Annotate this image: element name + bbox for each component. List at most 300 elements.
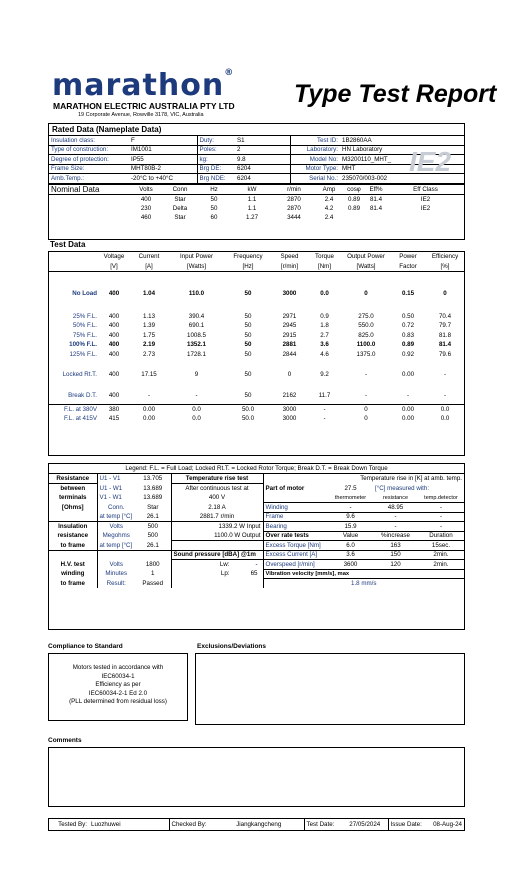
- test-value: 2945: [282, 322, 297, 330]
- resistance-label: Resistance: [49, 474, 97, 484]
- test-value: 550.0: [358, 322, 374, 330]
- column-header: [Nm]: [317, 262, 332, 270]
- terminal-pair: V1 - W1: [99, 494, 122, 502]
- rated-value: 235070/003-002: [342, 174, 388, 182]
- part-value: -: [373, 512, 418, 522]
- test-value: 0.9: [320, 312, 329, 320]
- test-value: 3000: [282, 405, 297, 413]
- table-cell: [49, 204, 129, 214]
- temp-rise-speed: 2881.7 r/min: [171, 512, 263, 522]
- compliance-line: Motors tested in accordance with: [72, 664, 164, 671]
- company-address: 19 Corporate Avenue, Rowville 3178, VIC, Australia: [78, 112, 204, 118]
- column-header: Efficiency: [431, 253, 459, 261]
- insulation-label: Insulation: [49, 522, 97, 532]
- insulation-temp-label: at temp [°C]: [99, 541, 133, 549]
- compliance-box: [48, 653, 188, 721]
- checked-by-label: Checked By:: [171, 821, 207, 828]
- test-value: 50.0: [241, 414, 255, 422]
- rated-data-section: [48, 123, 465, 240]
- test-value: 0.00: [401, 414, 415, 422]
- test-value: 0.72: [401, 322, 415, 330]
- column-header: Power: [399, 253, 417, 261]
- rated-row: [49, 174, 464, 184]
- temp-rise-voltage: 400 V: [171, 493, 263, 503]
- test-data-title: Test Data: [50, 240, 86, 249]
- test-value: 0.00: [142, 405, 156, 413]
- test-date-value: 27/05/2024: [342, 819, 388, 830]
- compliance-line: Efficiency as per: [95, 681, 141, 688]
- test-value: 3000: [282, 290, 297, 298]
- test-value: 50: [244, 350, 252, 358]
- terminal-pair: U1 - W1: [99, 484, 123, 492]
- test-value: -: [323, 405, 326, 413]
- test-value: 1.75: [142, 331, 156, 339]
- test-value: 0: [364, 405, 368, 413]
- column-header: [Watts]: [356, 262, 376, 270]
- resistance-label: between: [49, 484, 97, 494]
- legend: Legend: F.L. = Full Load; Locked Rt.T. = Locked Rotor Torque; Break D.T. = Break Down Torque: [49, 464, 464, 474]
- ie2-mark: IE2: [409, 146, 452, 177]
- nominal-value: 50: [210, 195, 218, 203]
- hv-label: winding: [49, 569, 97, 579]
- insulation-volts-label: Volts: [109, 523, 123, 530]
- over-rate-value: 2min.: [418, 550, 464, 560]
- nominal-value: 1.27: [245, 214, 259, 222]
- test-value: 79.6: [438, 350, 452, 358]
- rated-label: Insulation class:: [51, 136, 96, 144]
- test-value: 50: [244, 391, 252, 399]
- over-rate-name: Overspeed [r/min]: [263, 560, 328, 570]
- rated-label: Frame Size:: [51, 165, 85, 173]
- test-value: 1728.1: [187, 350, 206, 358]
- rated-value: MHT80B-2: [129, 164, 197, 174]
- hv-label: H.V. test: [49, 560, 97, 570]
- nominal-value: 2.4: [324, 214, 334, 222]
- test-value: 50: [244, 322, 252, 330]
- column-header: [A]: [145, 262, 153, 270]
- test-value: -: [443, 371, 447, 379]
- compliance-line: IEC60034-1: [101, 672, 135, 680]
- temp-value: 26.1: [135, 512, 171, 522]
- test-value: 1.13: [142, 312, 156, 320]
- nominal-value: Star: [174, 214, 186, 222]
- test-data-section: [48, 251, 465, 456]
- rated-value: S1: [235, 136, 290, 146]
- rated-value: F: [129, 136, 197, 146]
- hv-minutes-value: 1: [135, 569, 171, 579]
- test-value: 2881: [282, 341, 297, 349]
- part-value: -: [328, 503, 373, 513]
- amb-temp-value: 27.5: [344, 484, 357, 492]
- comments-box: [48, 747, 465, 807]
- test-value: 400: [108, 391, 120, 399]
- resistance-value: 13.705: [135, 474, 171, 484]
- over-rate-col: %increase: [373, 531, 418, 541]
- part-name: Winding: [263, 503, 328, 513]
- rated-value: 6204: [235, 174, 290, 184]
- lw-label: Lw:: [219, 561, 230, 568]
- col-thermometer: thermometer: [328, 493, 373, 503]
- test-value: -: [364, 371, 368, 379]
- test-value: 50: [244, 341, 252, 349]
- row-label: Break D.T.: [68, 391, 97, 399]
- rated-label: Serial No.:: [309, 174, 338, 182]
- nominal-value: 2.4: [324, 195, 334, 203]
- part-value: 15.9: [328, 522, 373, 532]
- test-value: 0.00: [142, 414, 156, 422]
- test-value: 1.8: [320, 322, 329, 330]
- test-value: 2971: [282, 312, 297, 320]
- test-row: [49, 321, 464, 331]
- rated-value: -20°C to +40°C: [129, 174, 197, 184]
- insulation-label: resistance: [49, 531, 97, 541]
- rated-value: IM1001: [129, 145, 197, 155]
- marathon-logo: marathon®: [52, 68, 235, 103]
- signoff-row: [48, 818, 465, 831]
- nominal-header: Hz: [210, 185, 218, 193]
- over-rate-value: 6.0: [328, 541, 373, 551]
- conn-label: Conn.: [107, 503, 125, 511]
- part-value: -: [418, 512, 464, 522]
- resistance-label: terminals: [49, 493, 97, 503]
- test-value: 50: [244, 290, 252, 298]
- hv-minutes-label: Minutes: [105, 570, 128, 578]
- test-value: 0.15: [401, 290, 415, 298]
- over-rate-name: Excess Current [A]: [263, 550, 328, 560]
- test-row: [49, 350, 464, 360]
- test-value: -: [323, 414, 326, 422]
- rated-label: Type of construction:: [51, 146, 109, 154]
- nominal-value: [365, 213, 387, 223]
- test-value: 690.1: [188, 322, 205, 330]
- over-rate-title: Over rate tests: [263, 531, 328, 541]
- test-value: 1008.5: [187, 331, 206, 339]
- column-header: [r/min]: [280, 262, 299, 270]
- test-value: 2915: [282, 331, 297, 339]
- test-value: 400: [108, 350, 120, 358]
- rated-data-table: [49, 135, 464, 184]
- test-value: -: [406, 391, 410, 399]
- row-label: 50% F.L.: [72, 322, 97, 330]
- test-value: 400: [108, 341, 120, 349]
- test-value: 0.83: [401, 331, 415, 339]
- test-data-table: [49, 252, 464, 423]
- test-row: [49, 331, 464, 341]
- rated-label: Duty:: [199, 136, 214, 144]
- exclusions-box: [195, 653, 465, 725]
- test-value: 0.00: [401, 405, 415, 413]
- row-label: Locked Rt.T.: [62, 371, 97, 379]
- part-name: Bearing: [263, 522, 328, 532]
- rated-row: [49, 155, 464, 165]
- part-name: Frame: [263, 512, 328, 522]
- test-value: 390.4: [188, 312, 205, 320]
- row-label: 125% F.L.: [69, 350, 97, 358]
- test-value: 0: [364, 414, 368, 422]
- test-value: 3000: [282, 414, 297, 422]
- test-value: -: [364, 391, 368, 399]
- insulation-label: to frame: [49, 541, 97, 551]
- nominal-value: 3444: [287, 214, 301, 222]
- over-rate-value: 15sec.: [418, 541, 464, 551]
- compliance-line: (PLL determined from residual loss): [69, 698, 167, 705]
- nominal-header: kW: [247, 185, 257, 193]
- rated-label: Brg NDE:: [199, 174, 226, 182]
- nominal-value: Delta: [172, 204, 188, 212]
- test-value: 50: [244, 371, 252, 379]
- nominal-value: 4.2: [324, 204, 334, 212]
- test-value: 9.2: [320, 371, 329, 379]
- column-header: Voltage: [103, 253, 125, 261]
- test-value: 0.0: [320, 290, 329, 298]
- over-rate-value: 3.6: [328, 550, 373, 560]
- test-value: 4.6: [320, 350, 329, 358]
- test-value: 2.19: [142, 341, 156, 349]
- test-value: 2162: [282, 391, 297, 399]
- row-label: [49, 252, 99, 262]
- nominal-value: 0.89: [347, 195, 361, 203]
- nominal-value: [387, 213, 464, 223]
- test-row: [49, 414, 464, 424]
- table-cell: [49, 213, 129, 223]
- rated-label: Motor Type:: [305, 165, 338, 173]
- nominal-row: [49, 204, 464, 214]
- nominal-value: 81.4: [369, 204, 383, 212]
- nominal-value: IE2: [420, 195, 431, 203]
- rated-label: Model No:: [309, 155, 338, 163]
- company-name: MARATHON ELECTRIC AUSTRALIA PTY LTD: [53, 101, 235, 111]
- test-value: 1.39: [142, 322, 156, 330]
- part-value: 48.95: [373, 503, 418, 513]
- rated-value: IP55: [129, 155, 197, 165]
- lp-value: 65: [250, 570, 258, 578]
- row-label: 25% F.L.: [72, 312, 97, 320]
- test-value: 1100.0: [356, 341, 376, 349]
- compliance-title: Compliance to Standard: [48, 643, 123, 650]
- nominal-value: 0.89: [347, 204, 361, 212]
- nominal-value: 230: [140, 204, 152, 212]
- vibration-value: 1.8 mm/s: [351, 580, 377, 587]
- spacer-row: [49, 299, 464, 312]
- nominal-value: 460: [140, 214, 152, 222]
- rated-label: kg:: [199, 155, 208, 163]
- nominal-value: Star: [174, 195, 186, 203]
- test-value: 0.89: [401, 341, 415, 349]
- test-value: 17.15: [141, 371, 157, 379]
- nominal-value: [343, 213, 365, 223]
- tested-by-label: Tested By:: [58, 821, 87, 828]
- part-value: 9.6: [328, 512, 373, 522]
- tested-by-value: Luozhuwei: [89, 819, 169, 830]
- column-header: Factor: [399, 262, 417, 270]
- checked-by-value: Jiangkangcheng: [214, 819, 304, 830]
- test-value: 3.6: [320, 341, 329, 349]
- test-row: [49, 312, 464, 322]
- nominal-value: 2870: [287, 195, 301, 203]
- temp-rise-current: 2.18 A: [171, 503, 263, 513]
- rated-label: Test ID:: [317, 136, 338, 144]
- spacer-row: [49, 359, 464, 370]
- over-rate-value: 2min.: [418, 560, 464, 570]
- table-cell: [49, 194, 129, 204]
- nominal-value: 60: [210, 214, 218, 222]
- rated-data-title: Rated Data (Nameplate Data): [52, 125, 162, 134]
- test-value: 50.0: [241, 405, 255, 413]
- nominal-header: Conn: [172, 185, 188, 193]
- test-value: 1.04: [142, 290, 156, 298]
- column-header: Torque: [315, 253, 334, 261]
- column-header: [Watts]: [186, 262, 207, 270]
- temp-label: at temp [°C]: [99, 513, 133, 520]
- over-rate-col: Duration: [418, 531, 464, 541]
- over-rate-name: Excess Torque [Nm]: [263, 541, 328, 551]
- test-value: 400: [108, 312, 120, 320]
- row-label: F.L. at 415V: [63, 414, 97, 422]
- column-header: [%]: [440, 262, 450, 270]
- test-value: 0.0: [440, 405, 450, 413]
- test-value: 11.7: [318, 391, 331, 399]
- test-value: 0: [443, 290, 447, 298]
- test-value: 0: [287, 371, 292, 379]
- over-rate-value: 120: [373, 560, 418, 570]
- rated-value: HN Laboratory: [342, 146, 383, 154]
- resistance-value: 13.689: [135, 484, 171, 494]
- nominal-value: IE2: [420, 204, 431, 212]
- test-value: 2.73: [142, 350, 156, 358]
- nominal-value: 1.1: [247, 204, 257, 212]
- test-value: 1375.0: [356, 350, 376, 358]
- insulation-volts-value: 500: [135, 522, 171, 532]
- vibration-title: Vibration velocity [mm/s], max: [263, 569, 464, 579]
- test-value: 0.0: [192, 414, 201, 422]
- column-header: Output Power: [347, 253, 385, 261]
- rated-value: MHT: [342, 165, 356, 173]
- rated-row: [49, 136, 464, 146]
- nominal-header: cosφ: [347, 185, 361, 193]
- rated-label: Laboratory:: [306, 146, 338, 154]
- hv-result-label: Result:: [106, 579, 126, 587]
- test-value: -: [195, 391, 198, 399]
- rated-label: Degree of protection:: [51, 155, 109, 163]
- nominal-header: Eff Class: [413, 185, 438, 193]
- nominal-value: 400: [140, 195, 152, 203]
- test-value: 0.00: [401, 371, 415, 379]
- test-value: 2.7: [320, 331, 329, 339]
- column-header: Speed: [280, 253, 299, 261]
- nominal-value: 50: [210, 204, 218, 212]
- insulation-temp-value: 26.1: [135, 541, 171, 551]
- part-of-motor-label: Part of motor: [265, 484, 305, 492]
- test-row: [49, 252, 464, 262]
- comments-title: Comments: [48, 737, 82, 744]
- part-value: -: [418, 522, 464, 532]
- nominal-header: Amp: [322, 185, 336, 193]
- nominal-data-table: [49, 184, 464, 223]
- column-header: Frequency: [233, 253, 263, 261]
- test-value: -: [443, 391, 447, 399]
- col-resistance: resistance: [373, 493, 418, 503]
- column-header: [Hz]: [242, 262, 254, 270]
- nominal-value: 81.4: [369, 195, 383, 203]
- test-row: [49, 404, 464, 414]
- part-value: -: [373, 522, 418, 532]
- issue-date-label: Issue Date:: [390, 821, 422, 828]
- part-value: -: [418, 503, 464, 513]
- compliance-line: IEC60034-2-1 Ed 2.0: [88, 689, 148, 697]
- hv-volts-value: 1800: [135, 560, 171, 570]
- col-temp-detector: temp.detector: [418, 493, 464, 503]
- test-value: 400: [108, 331, 120, 339]
- test-row: [49, 262, 464, 272]
- row-label: 100% F.L.: [69, 341, 97, 349]
- nominal-header: r/min: [287, 185, 301, 193]
- rated-value: M3200110_MHT_: [342, 155, 392, 163]
- row-label: F.L. at 380V: [63, 405, 97, 413]
- test-value: 9: [194, 371, 199, 379]
- nominal-data-label: Nominal Data: [51, 184, 100, 194]
- test-value: 415: [108, 414, 120, 422]
- test-value: 400: [108, 371, 120, 379]
- test-value: 81.4: [438, 341, 452, 349]
- results-section: [48, 463, 465, 630]
- nominal-value: 1.1: [247, 195, 257, 203]
- lp-label: Lp:: [220, 570, 230, 578]
- test-row: [49, 289, 464, 299]
- report-title: Type Test Report: [294, 80, 497, 108]
- rated-value: 9.8: [235, 155, 290, 165]
- nominal-row: [49, 194, 464, 204]
- test-row: [49, 391, 464, 401]
- test-value: 0.0: [192, 405, 201, 413]
- temp-rise-title: Temperature rise test: [171, 474, 263, 484]
- row-label: 75% F.L.: [72, 331, 97, 339]
- rated-value: 2: [235, 145, 290, 155]
- test-date-label: Test Date:: [306, 821, 335, 828]
- over-rate-value: 150: [373, 550, 418, 560]
- rated-label: Brg DE:: [199, 165, 222, 173]
- insulation-meg-label: Megohms: [102, 532, 130, 540]
- resistance-value: 13.689: [135, 493, 171, 503]
- nominal-row: [49, 213, 464, 223]
- hv-result-value: Passed: [135, 579, 171, 589]
- test-value: -: [147, 391, 151, 399]
- issue-date-value: 08-Aug-24: [433, 821, 462, 828]
- test-row: [49, 340, 464, 350]
- sound-title: Sound pressure [dBA] @1m: [171, 550, 263, 560]
- row-label: No Load: [72, 290, 97, 298]
- exclusions-title: Exclusions/Deviations: [197, 643, 266, 650]
- rated-label: Amb.Temp.:: [51, 174, 85, 182]
- test-row: [49, 370, 464, 380]
- over-rate-col: Value: [328, 531, 373, 541]
- test-value: 0: [364, 290, 368, 298]
- temp-rise-output: 1100.0 W Output: [171, 531, 263, 541]
- test-value: 0.50: [401, 312, 415, 320]
- test-value: 50: [244, 331, 252, 339]
- test-value: 79.7: [438, 322, 452, 330]
- spacer-row: [49, 271, 464, 289]
- resistance-label: [Ohms]: [49, 503, 97, 513]
- test-value: 400: [108, 322, 120, 330]
- temp-rise-header: Temperature rise in [K] at amb. temp.: [360, 475, 462, 483]
- temp-rise-input: 1339.2 W Input: [171, 522, 263, 532]
- test-value: 0.92: [401, 350, 415, 358]
- lw-value: -: [255, 561, 258, 568]
- test-value: 0.0: [440, 414, 450, 422]
- temp-rise-after: After continuous test at: [171, 484, 263, 494]
- nominal-header: Volts: [139, 185, 153, 193]
- terminal-pair: U1 - V1: [99, 475, 121, 483]
